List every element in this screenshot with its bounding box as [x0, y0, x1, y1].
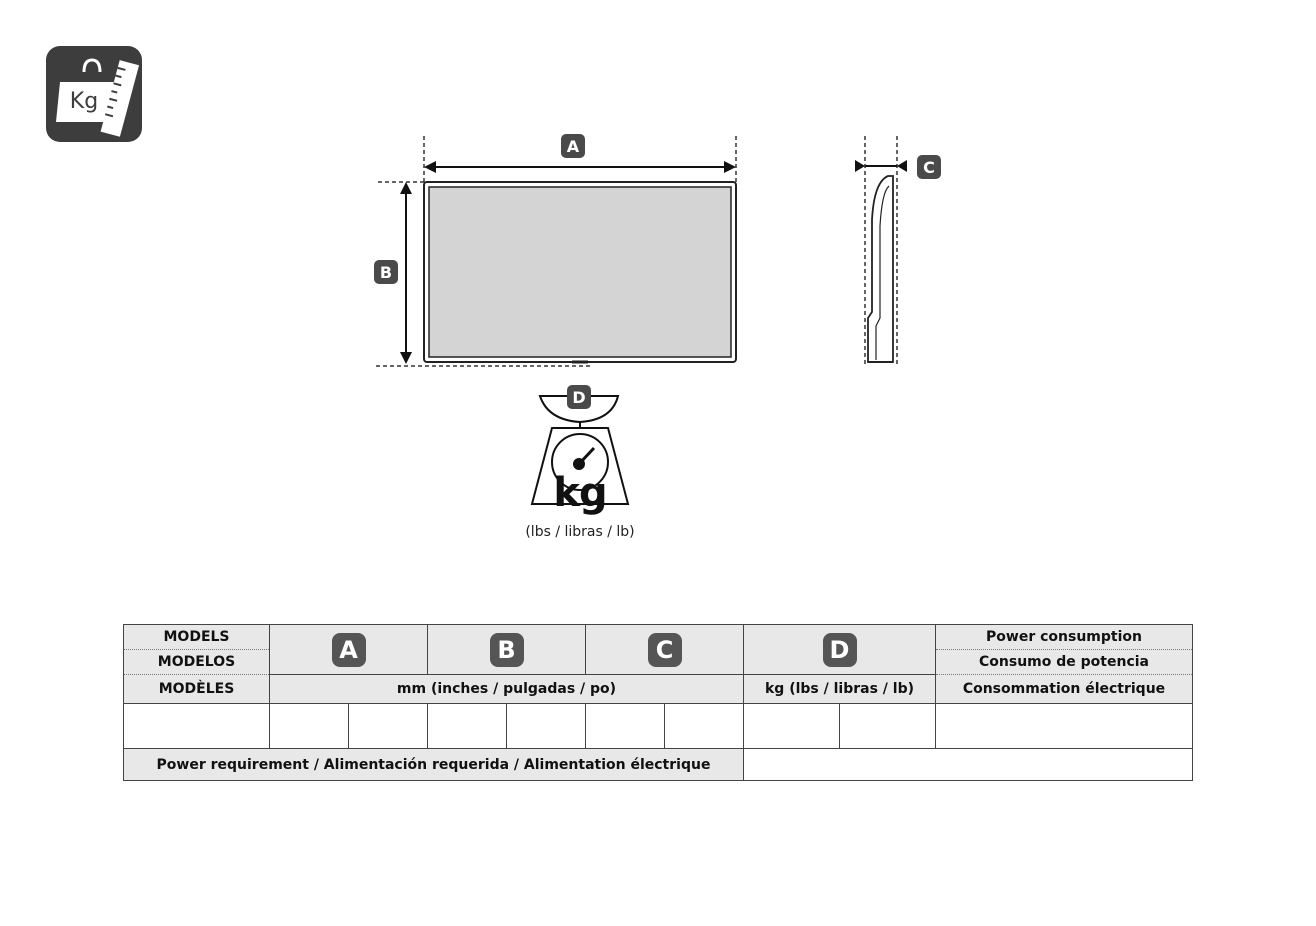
- value-cell: [507, 704, 586, 749]
- power-header-en: Power consumption: [936, 625, 1193, 650]
- label-c-text: C: [923, 158, 935, 177]
- unit-mm-header: mm (inches / pulgadas / po): [270, 675, 744, 704]
- icon-kg-text: Kg: [69, 89, 99, 114]
- value-cell: [270, 704, 349, 749]
- value-cell: [586, 704, 665, 749]
- power-header-es: Consumo de potencia: [936, 650, 1193, 675]
- unit-kg-header: kg (lbs / libras / lb): [744, 675, 936, 704]
- models-header-fr: MODÈLES: [124, 675, 270, 704]
- dim-b-header: B: [428, 625, 586, 675]
- scale-kg-unit: kg: [553, 470, 607, 516]
- value-cell: [349, 704, 428, 749]
- dim-d-header: D: [744, 625, 936, 675]
- label-c-badge: [917, 155, 941, 179]
- label-d-text: D: [572, 388, 586, 407]
- model-cell: [124, 704, 270, 749]
- label-a-badge: [561, 134, 585, 158]
- dim-a-header: A: [270, 625, 428, 675]
- label-a-text: A: [566, 137, 580, 156]
- value-cell: [744, 704, 840, 749]
- power-value-cell: [936, 704, 1193, 749]
- value-cell: [428, 704, 507, 749]
- power-header-fr: Consommation électrique: [936, 675, 1193, 704]
- value-cell: [840, 704, 936, 749]
- models-header-es: MODELOS: [124, 650, 270, 675]
- label-b-badge: [374, 260, 398, 284]
- specification-table: [123, 624, 1193, 781]
- power-requirement-value: [744, 749, 1193, 781]
- value-cell: [665, 704, 744, 749]
- scale-units-caption: (lbs / libras / lb): [525, 524, 635, 540]
- label-b-text: B: [379, 263, 393, 282]
- dim-c-header: C: [586, 625, 744, 675]
- label-d-badge: [567, 385, 591, 409]
- models-header-en: MODELS: [124, 625, 270, 650]
- power-requirement-label: Power requirement / Alimentación requerida / Alimentation électrique: [124, 749, 744, 781]
